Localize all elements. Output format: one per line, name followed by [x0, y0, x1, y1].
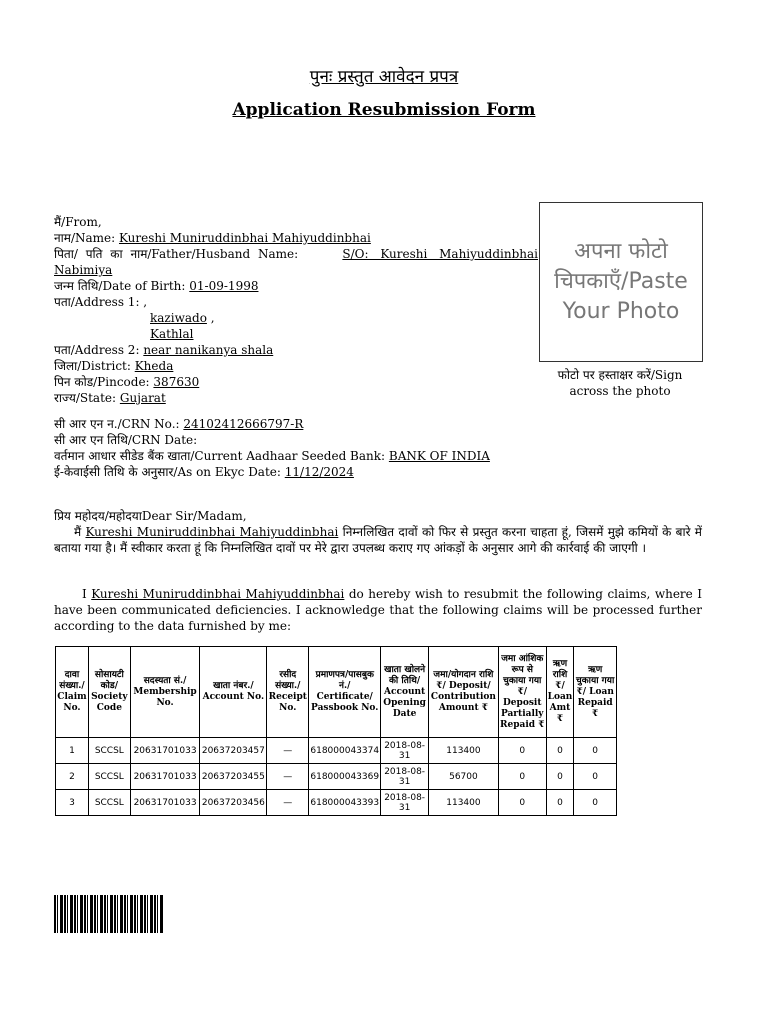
table-cell: 2018-08-31	[381, 738, 429, 764]
address2-label: पता/Address 2:	[54, 343, 144, 357]
barcode-image	[54, 895, 164, 933]
photo-box	[539, 202, 703, 362]
pincode-label: पिन कोड/Pincode:	[54, 375, 154, 389]
table-cell: 2018-08-31	[381, 790, 429, 816]
col-passbook-no: प्रमाणपत्र/पासबुक नं./ Certificate/ Passbook No.	[309, 647, 381, 738]
address2-value: near nanikanya shala	[143, 343, 274, 357]
pincode-value: 387630	[153, 375, 200, 389]
col-receipt-no: रसीद संख्या./ Receipt No.	[267, 647, 309, 738]
table-cell: 20637203455	[200, 764, 267, 790]
crn-row	[54, 416, 303, 432]
table-cell: 20631701033	[130, 790, 200, 816]
table-cell: 618000043393	[309, 790, 381, 816]
from-label: मैं/From,	[54, 215, 102, 229]
pincode-row	[54, 374, 199, 390]
table-cell: 20637203456	[200, 790, 267, 816]
name-label: नाम/Name:	[54, 231, 119, 245]
state-value: Gujarat	[119, 391, 166, 405]
address1-line2-row	[150, 326, 194, 342]
english-applicant-name: Kureshi Muniruddinbhai Mahiyuddinbhai	[91, 587, 345, 601]
district-label: जिला/District:	[54, 359, 135, 373]
address1-line1: kaziwado	[150, 311, 207, 325]
col-membership-no: सदस्यता सं./ Membership No.	[130, 647, 200, 738]
ekyc-row	[54, 464, 354, 480]
table-cell: 20631701033	[130, 738, 200, 764]
hindi-body: निम्नलिखित दावों को फिर से प्रस्तुत करना चाहता हूं, जिसमें मुझे कमियों के बारे में बताया गया है। मैं स्वीकार करता हूं कि निम्नलिखित दावों पर मेरे द्वारा उपलब्ध कराए गए आंकड़ों के अनुसार आगे की कार्रवाई की जाएगी ।	[54, 525, 702, 555]
col-society-code: सोसायटी कोड/ Society Code	[88, 647, 130, 738]
father-label: पिता/ पति का नाम/Father/Husband Name:	[54, 247, 299, 261]
table-row	[56, 738, 617, 764]
table-cell: —	[267, 790, 309, 816]
table-cell: 0	[574, 738, 617, 764]
table-cell: 618000043369	[309, 764, 381, 790]
table-cell: SCCSL	[88, 790, 130, 816]
dob-label: जन्म तिथि/Date of Birth:	[54, 279, 190, 293]
hindi-paragraph	[54, 524, 702, 556]
table-cell: 113400	[429, 738, 499, 764]
claims-table	[55, 646, 617, 816]
table-cell: 0	[546, 764, 574, 790]
table-cell: 56700	[429, 764, 499, 790]
name-row	[54, 230, 371, 246]
col-opening-date: खाता खोलने की तिथि/ Account Opening Date	[381, 647, 429, 738]
table-cell: 0	[546, 738, 574, 764]
table-cell: 1	[56, 738, 89, 764]
table-row	[56, 790, 617, 816]
address1-label: पता/Address 1: ,	[54, 295, 148, 309]
col-account-no: खाता नंबर./ Account No.	[200, 647, 267, 738]
father-row	[54, 246, 538, 262]
col-deposit-amount: जमा/योगदान राशि ₹/ Deposit/ Contribution Amount ₹	[429, 647, 499, 738]
address1-line2: Kathlal	[150, 327, 194, 341]
table-cell: SCCSL	[88, 738, 130, 764]
crn-number: 24102412666797-R	[183, 417, 304, 431]
table-cell: 0	[574, 790, 617, 816]
photo-caption: फोटो पर हस्ताक्षर करें/Sign across the photo	[557, 368, 683, 398]
table-cell: —	[267, 764, 309, 790]
address1-line1-row: kaziwado ,	[150, 311, 215, 325]
bank-name: BANK OF INDIA	[388, 449, 490, 463]
col-loan-repaid: ऋण चुकाया गया ₹/ Loan Repaid ₹	[574, 647, 617, 738]
english-body: do hereby wish to resubmit the following claims, where I have been communicated deficiencies. I acknowledge that the following claims will be processed further according to the data furnished by me:	[54, 587, 702, 633]
english-prefix: I	[82, 587, 92, 601]
bank-label: वर्तमान आधार सीडेड बैंक खाता/Current Aadhaar Seeded Bank:	[54, 449, 389, 463]
table-cell: 618000043374	[309, 738, 381, 764]
table-cell: 20637203457	[200, 738, 267, 764]
table-cell: 0	[546, 790, 574, 816]
salutation: प्रिय महोदय/महोदयाDear Sir/Madam,	[54, 509, 247, 523]
form-title-english: Application Resubmission Form	[232, 100, 536, 120]
table-cell: 0	[498, 738, 546, 764]
table-header-row	[56, 647, 617, 738]
state-label: राज्य/State:	[54, 391, 120, 405]
table-row	[56, 764, 617, 790]
applicant-name: Kureshi Muniruddinbhai Mahiyuddinbhai	[118, 231, 371, 245]
col-partially-repaid: जमा आंशिक रूप से चुकाया गया ₹/ Deposit Partially Repaid ₹	[498, 647, 546, 738]
hindi-applicant-name: Kureshi Muniruddinbhai Mahiyuddinbhai	[85, 525, 339, 539]
table-cell: 2018-08-31	[381, 764, 429, 790]
form-title-hindi: पुनः प्रस्तुत आवेदन प्रपत्र	[309, 67, 459, 87]
crn-label: सी आर एन न./CRN No.:	[54, 417, 184, 431]
table-cell: 20631701033	[130, 764, 200, 790]
father-name-cont	[54, 262, 112, 278]
table-cell: 113400	[429, 790, 499, 816]
district-value: Kheda	[134, 359, 174, 373]
bank-row	[54, 448, 490, 464]
table-cell: SCCSL	[88, 764, 130, 790]
crn-date-label: सी आर एन तिथि/CRN Date:	[54, 433, 198, 447]
photo-placeholder: अपना फोटो चिपकाएँ/Paste Your Photo	[554, 239, 688, 324]
state-row	[54, 390, 166, 406]
table-cell: 2	[56, 764, 89, 790]
table-cell: —	[267, 738, 309, 764]
father-name-line2: Nabimiya	[54, 263, 113, 277]
table-cell: 0	[498, 764, 546, 790]
father-name: S/O: Kureshi Mahiyuddinbhai	[342, 247, 538, 261]
table-cell: 0	[574, 764, 617, 790]
col-loan-amount: ऋण राशि ₹/ Loan Amt ₹	[546, 647, 574, 738]
ekyc-date: 11/12/2024	[284, 465, 354, 479]
hindi-prefix: मैं	[74, 525, 86, 539]
english-paragraph	[54, 586, 702, 634]
dob-value: 01-09-1998	[189, 279, 259, 293]
table-cell: 0	[498, 790, 546, 816]
ekyc-label: ई-केवाईसी तिथि के अनुसार/As on Ekyc Date:	[54, 465, 285, 479]
col-claim-no: दावा संख्या./ Claim No.	[56, 647, 89, 738]
dob-row	[54, 278, 258, 294]
table-cell: 3	[56, 790, 89, 816]
address2-row	[54, 342, 273, 358]
district-row	[54, 358, 173, 374]
